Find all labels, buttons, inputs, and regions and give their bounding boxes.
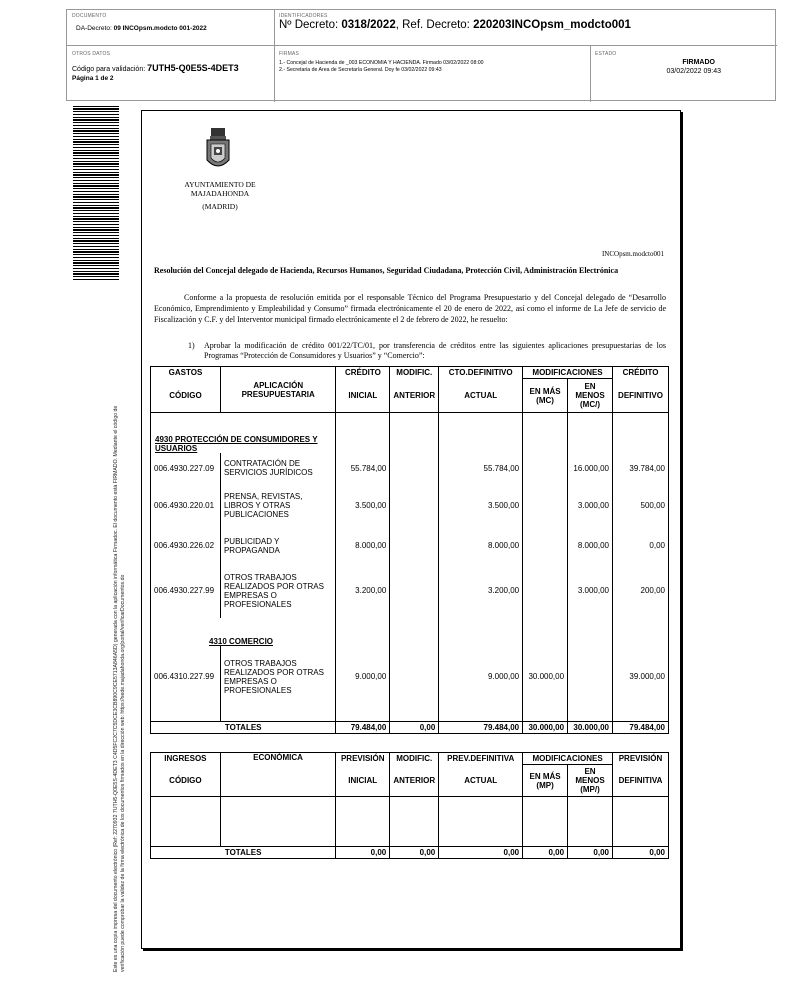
item-text: Aprobar la modificación de crédito 001/22/TC/01, por transferencia de créditos entre las siguientes aplicaciones presupuestarias de los Programas “Protección de Consumidores y Usuarios” y “Comercio”: bbox=[204, 341, 666, 360]
ingresos-totales-row bbox=[151, 847, 669, 859]
row-inicial: 8.000,00 bbox=[336, 528, 390, 564]
barcode bbox=[73, 106, 119, 282]
table-row bbox=[151, 484, 669, 528]
h-modific: MODIFIC. bbox=[390, 753, 439, 765]
ref-number: 220203INCOpsm_modcto001 bbox=[473, 19, 631, 31]
h-credito2: CRÉDITO bbox=[613, 367, 669, 379]
side-text-line-2[interactable]: verificación puede comprobar la validez de la firma electrónica de los documentos firmados en la dirección web: https://sede.majadahonda.org/portal/verificarDocumentos.do bbox=[120, 574, 126, 972]
h-enmas: EN MÁS (MP) bbox=[523, 765, 568, 797]
section-4310: 4310 COMERCIO bbox=[151, 618, 336, 646]
row-aplicacion: PUBLICIDAD Y PROPAGANDA bbox=[220, 528, 336, 564]
row-inicial: 9.000,00 bbox=[336, 646, 390, 708]
totales-label: TOTALES bbox=[151, 722, 336, 734]
validation-line bbox=[72, 63, 239, 73]
row-enmas bbox=[523, 564, 568, 618]
entity-name bbox=[160, 180, 280, 211]
entity-line-3: (MADRID) bbox=[202, 202, 238, 211]
page-count: Página 1 de 2 bbox=[72, 75, 114, 82]
h-prevision: PREVISIÓN bbox=[336, 753, 390, 765]
row-codigo: 006.4930.227.99 bbox=[151, 564, 221, 618]
side-text-line-1: Este es una copia impresa del documento electrónico (Ref: 2270932 7UTH5-Q0E5S-4DET3 C4D5FC2C7C5DCE3CB890C9CE5713A846A5D) generada con la aplicación informática Firmadoc. El documento está FIRMADO. Mediante el código de bbox=[113, 405, 119, 972]
estado-cell bbox=[591, 46, 777, 102]
decreto-prefix: Nº Decreto: bbox=[279, 19, 342, 31]
row-aplicacion: PRENSA, REVISTAS, LIBROS Y OTRAS PUBLICACIONES bbox=[220, 484, 336, 528]
ingresos-table bbox=[150, 752, 669, 859]
estado-value: FIRMADO bbox=[682, 59, 715, 66]
identificadores-label: IDENTIFICADORES bbox=[279, 13, 328, 19]
row-definitivo: 0,00 bbox=[613, 528, 669, 564]
totales-label: TOTALES bbox=[151, 847, 336, 859]
row-anterior bbox=[390, 564, 439, 618]
total-enmas: 0,00 bbox=[523, 847, 568, 859]
total-enmas: 30.000,00 bbox=[523, 722, 568, 734]
total-actual: 79.484,00 bbox=[439, 722, 523, 734]
row-enmenos: 16.000,00 bbox=[568, 453, 613, 484]
h-credito: CRÉDITO bbox=[336, 367, 390, 379]
row-definitivo: 39.784,00 bbox=[613, 453, 669, 484]
row-anterior bbox=[390, 484, 439, 528]
documento-cell bbox=[67, 10, 275, 46]
h-enmenos: EN MENOS (MP/) bbox=[568, 765, 613, 797]
total-inicial: 79.484,00 bbox=[336, 722, 390, 734]
table-row bbox=[151, 453, 669, 484]
gastos-header-row-1 bbox=[151, 367, 669, 379]
estado-label: ESTADO bbox=[595, 51, 617, 57]
row-inicial: 3.500,00 bbox=[336, 484, 390, 528]
row-enmenos: 3.000,00 bbox=[568, 484, 613, 528]
documento-prefix: DA-Decreto: bbox=[76, 25, 114, 32]
document-ref-code: INCOpsm.modcto001 bbox=[601, 250, 664, 258]
verification-side-text bbox=[113, 312, 127, 972]
ingresos-empty-row bbox=[151, 797, 669, 847]
total-definitivo: 79.484,00 bbox=[613, 722, 669, 734]
row-inicial: 3.200,00 bbox=[336, 564, 390, 618]
h-actual: ACTUAL bbox=[439, 765, 523, 797]
identificadores-cell bbox=[275, 10, 777, 46]
firma-2: 2.- Secretaria de Area de Secretaría General. Doy fe 03/02/2022 09:43 bbox=[279, 67, 442, 73]
h-modific: MODIFIC. bbox=[390, 367, 439, 379]
documento-id: 09 INCOpsm.modcto 001-2022 bbox=[113, 25, 207, 32]
h-anterior: ANTERIOR bbox=[390, 765, 439, 797]
row-enmas bbox=[523, 528, 568, 564]
row-codigo: 006.4930.226.02 bbox=[151, 528, 221, 564]
row-enmas: 30.000,00 bbox=[523, 646, 568, 708]
documento-label: DOCUMENTO bbox=[72, 13, 107, 19]
gastos-totales-row bbox=[151, 722, 669, 734]
row-actual: 55.784,00 bbox=[439, 453, 523, 484]
row-codigo: 006.4930.227.09 bbox=[151, 453, 221, 484]
row-actual: 3.500,00 bbox=[439, 484, 523, 528]
row-actual: 8.000,00 bbox=[439, 528, 523, 564]
row-codigo: 006.4930.220.01 bbox=[151, 484, 221, 528]
row-aplicacion: OTROS TRABAJOS REALIZADOS POR OTRAS EMPRESAS O PROFESIONALES bbox=[220, 646, 336, 708]
h-anterior: ANTERIOR bbox=[390, 379, 439, 413]
validation-code[interactable]: 7UTH5-Q0E5S-4DET3 bbox=[147, 63, 239, 73]
h-definitiva: DEFINITIVA bbox=[612, 765, 668, 797]
coat-of-arms-icon bbox=[203, 126, 233, 176]
total-enmenos: 0,00 bbox=[568, 847, 613, 859]
gastos-table bbox=[150, 366, 669, 734]
section-row-4930 bbox=[151, 413, 669, 453]
h-gastos: GASTOS bbox=[151, 367, 221, 379]
row-aplicacion: OTROS TRABAJOS REALIZADOS POR OTRAS EMPRESAS O PROFESIONALES bbox=[220, 564, 336, 618]
document-header bbox=[66, 9, 776, 101]
otros-datos-cell bbox=[67, 46, 275, 102]
row-definitivo: 500,00 bbox=[613, 484, 669, 528]
row-enmenos: 3.000,00 bbox=[568, 564, 613, 618]
h-inicial: INICIAL bbox=[336, 765, 390, 797]
h-codigo: CÓDIGO bbox=[151, 379, 221, 413]
h-ingresos: INGRESOS bbox=[151, 753, 221, 765]
total-anterior: 0,00 bbox=[390, 847, 439, 859]
row-anterior bbox=[390, 646, 439, 708]
h-definitivo: DEFINITIVO bbox=[613, 379, 669, 413]
h-modificaciones: MODIFICACIONES bbox=[523, 753, 613, 765]
h-cto: CTO.DEFINITIVO bbox=[439, 367, 523, 379]
row-anterior bbox=[390, 453, 439, 484]
row-enmenos: 8.000,00 bbox=[568, 528, 613, 564]
h-inicial: INICIAL bbox=[336, 379, 390, 413]
intro-paragraph: Conforme a la propuesta de resolución emitida por el responsable Técnico del Programa Presupuestario y del Concejal delegado de “Desarrollo Económico, Emprendimiento y Empleabilidad y Consumo” firmada electrónicamente el 20 de enero de 2022, así como el informe de La Jefe de servicio de Fiscalización y C.F. y del Interventor municipal firmado electrónicamente el 2 de febrero de 2022, he resuelto: bbox=[154, 293, 666, 324]
ref-prefix: , Ref. Decreto: bbox=[395, 19, 474, 31]
validation-prefix: Código para validación: bbox=[72, 66, 148, 73]
row-enmenos bbox=[568, 646, 613, 708]
ingresos-header-row-1 bbox=[151, 753, 669, 765]
total-anterior: 0,00 bbox=[390, 722, 439, 734]
table-row bbox=[151, 528, 669, 564]
firmas-label: FIRMAS bbox=[279, 51, 300, 57]
total-enmenos: 30.000,00 bbox=[568, 722, 613, 734]
h-modificaciones: MODIFICACIONES bbox=[523, 367, 613, 379]
row-actual: 9.000,00 bbox=[439, 646, 523, 708]
decreto-line bbox=[279, 19, 631, 31]
row-codigo: 006.4310.227.99 bbox=[151, 646, 221, 708]
row-inicial: 55.784,00 bbox=[336, 453, 390, 484]
entity-line-2: MAJADAHONDA bbox=[190, 189, 250, 198]
h-codigo: CÓDIGO bbox=[151, 765, 221, 797]
table-row bbox=[151, 564, 669, 618]
h-aplicacion: APLICACIÓN PRESUPUESTARIA bbox=[220, 367, 336, 413]
table-row bbox=[151, 646, 669, 708]
section-4930: 4930 PROTECCIÓN DE CONSUMIDORES Y USUARIOS bbox=[151, 413, 336, 453]
otros-label: OTROS DATOS bbox=[72, 51, 111, 57]
h-actual: ACTUAL bbox=[439, 379, 523, 413]
item-number: 1) bbox=[188, 341, 195, 350]
documento-value bbox=[76, 25, 207, 32]
total-actual: 0,00 bbox=[439, 847, 523, 859]
estado-fecha: 03/02/2022 09:43 bbox=[666, 68, 721, 75]
h-enmenos: EN MENOS (MC/) bbox=[568, 379, 613, 413]
total-definitiva: 0,00 bbox=[612, 847, 668, 859]
row-actual: 3.200,00 bbox=[439, 564, 523, 618]
firma-1: 1.- Concejal de Hacienda de _003 ECONOMIA Y HACIENDA. Firmado 03/02/2022 08:00 bbox=[279, 60, 484, 66]
decreto-number: 0318/2022 bbox=[341, 19, 396, 31]
row-anterior bbox=[390, 528, 439, 564]
h-prevision2: PREVISIÓN bbox=[612, 753, 668, 765]
resolution-title: Resolución del Concejal delegado de Hacienda, Recursos Humanos, Seguridad Ciudadana, Protección Civil, Administración Electrónica bbox=[154, 266, 619, 275]
row-definitivo: 39.000,00 bbox=[613, 646, 669, 708]
firmas-list bbox=[279, 60, 484, 74]
row-definitivo: 200,00 bbox=[613, 564, 669, 618]
row-aplicacion: CONTRATACIÓN DE SERVICIOS JURÍDICOS bbox=[220, 453, 336, 484]
h-prevdef: PREV.DEFINITIVA bbox=[439, 753, 523, 765]
row-enmas bbox=[523, 453, 568, 484]
firmas-cell bbox=[275, 46, 591, 102]
spacer-row bbox=[151, 708, 669, 722]
row-enmas bbox=[523, 484, 568, 528]
h-economica: ECONÓMICA bbox=[220, 753, 335, 797]
h-enmas: EN MÁS (MC) bbox=[523, 379, 568, 413]
section-row-4310 bbox=[151, 618, 669, 646]
entity-line-1: AYUNTAMIENTO DE bbox=[184, 180, 256, 189]
total-inicial: 0,00 bbox=[336, 847, 390, 859]
